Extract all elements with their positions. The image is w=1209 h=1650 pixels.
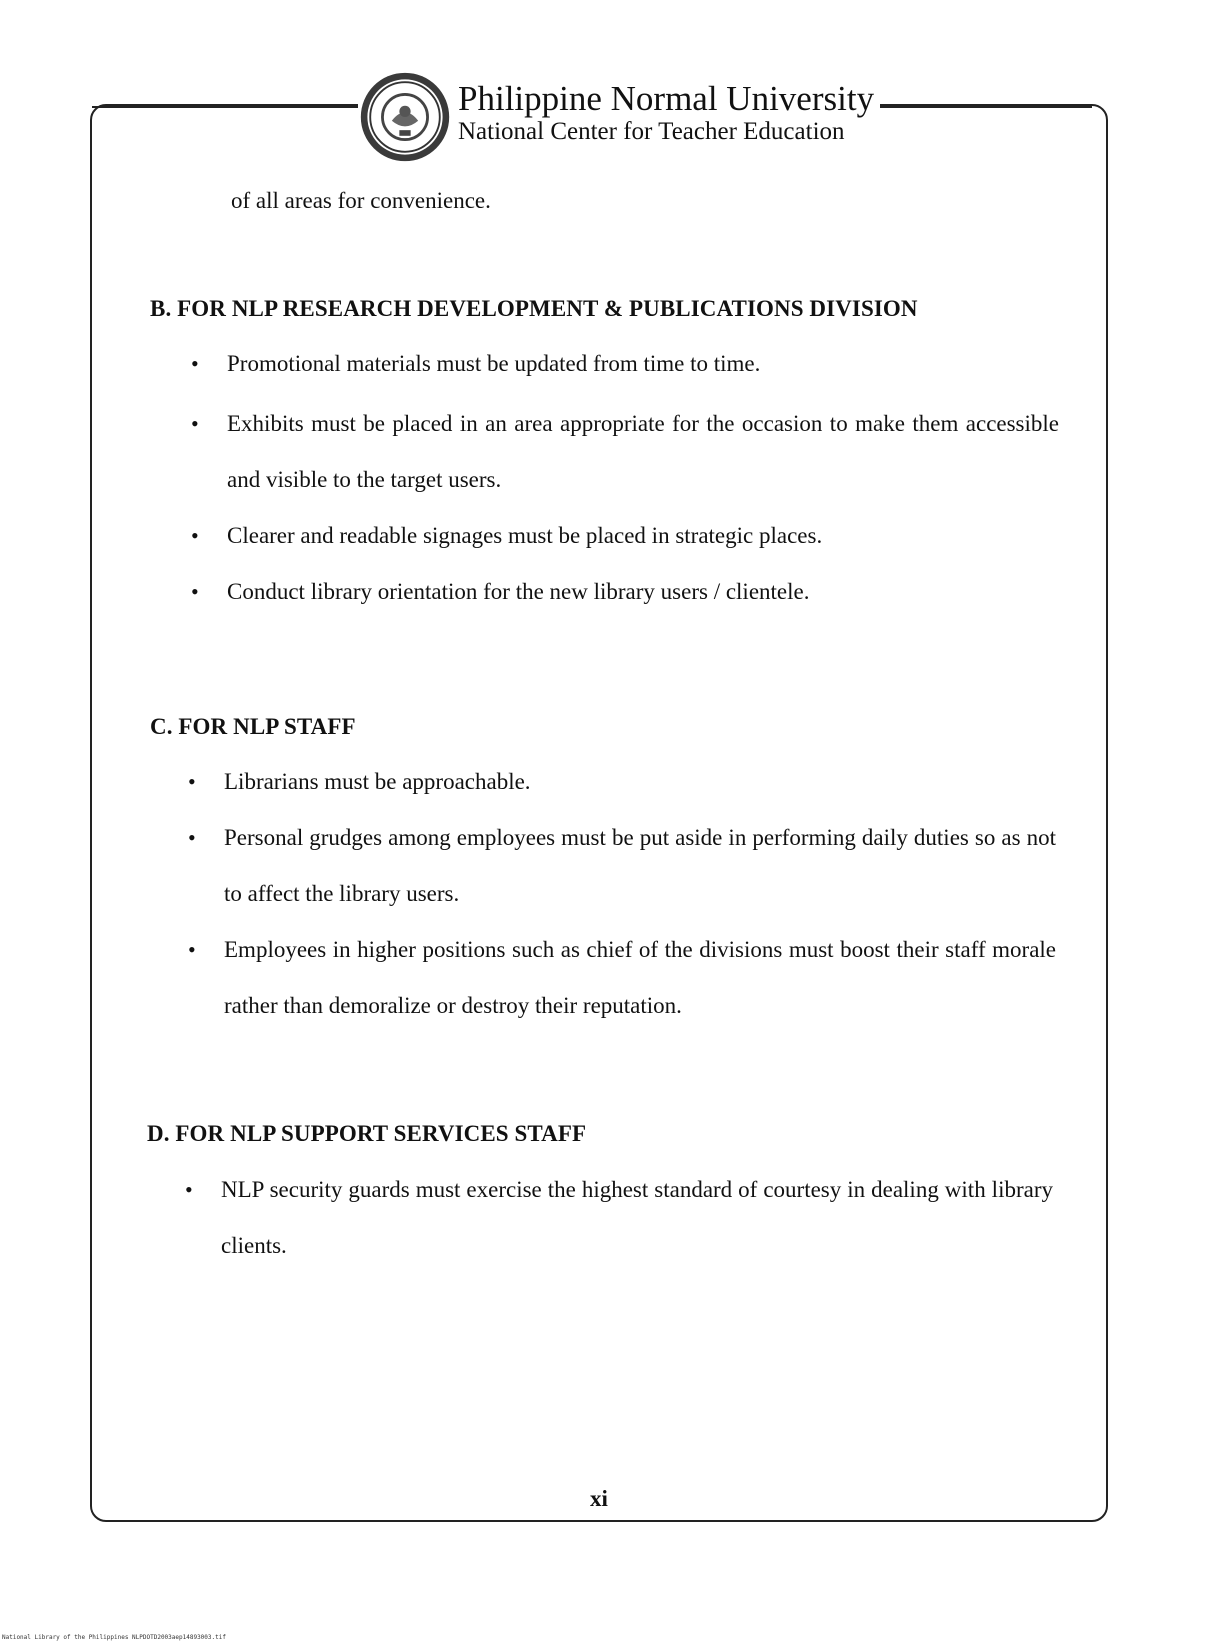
header-rule-right [864,106,1092,108]
header-rule-left [92,106,360,108]
list-item: • NLP security guards must exercise the highest standard of courtesy in dealing with library clients. [221,1162,1053,1274]
page-number: xi [590,1486,608,1511]
bullet-icon: • [191,523,199,548]
list-item: • Promotional materials must be updated from time to time. [227,336,1049,392]
list-item: • Exhibits must be placed in an area appropriate for the occasion to make them accessible and visible to the target users. [227,396,1059,508]
section-title-b: B. FOR NLP RESEARCH DEVELOPMENT & PUBLICATIONS DIVISION [150,296,918,321]
bullet-icon: • [185,1177,193,1202]
bullet-icon: • [191,579,199,604]
section-title-c: C. FOR NLP STAFF [150,714,356,739]
scan-footer-note: National Library of the Philippines NLPDOTD2003aep14893003.tif [2,1634,226,1641]
university-seal-icon [358,70,452,164]
university-name: Philippine Normal University [458,79,875,118]
continued-text: of all areas for convenience. [231,188,491,213]
list-item: • Librarians must be approachable. [224,754,1046,810]
list-item: • Clearer and readable signages must be placed in strategic places. [227,508,1049,564]
bullet-icon: • [188,769,196,794]
list-item: • Employees in higher positions such as chief of the divisions must boost their staff morale rather than demoralize or destroy their reputation. [224,922,1056,1034]
bullet-icon: • [188,825,196,850]
section-title-d: D. FOR NLP SUPPORT SERVICES STAFF [147,1121,587,1146]
list-item: • Conduct library orientation for the new library users / clientele. [227,564,1049,620]
bullet-icon: • [188,937,196,962]
bullet-icon: • [191,411,199,436]
letterhead [358,70,880,170]
bullet-icon: • [191,351,199,376]
list-item: • Personal grudges among employees must be put aside in performing daily duties so as not to affect the library users. [224,810,1056,922]
center-name: National Center for Teacher Education [458,118,845,145]
